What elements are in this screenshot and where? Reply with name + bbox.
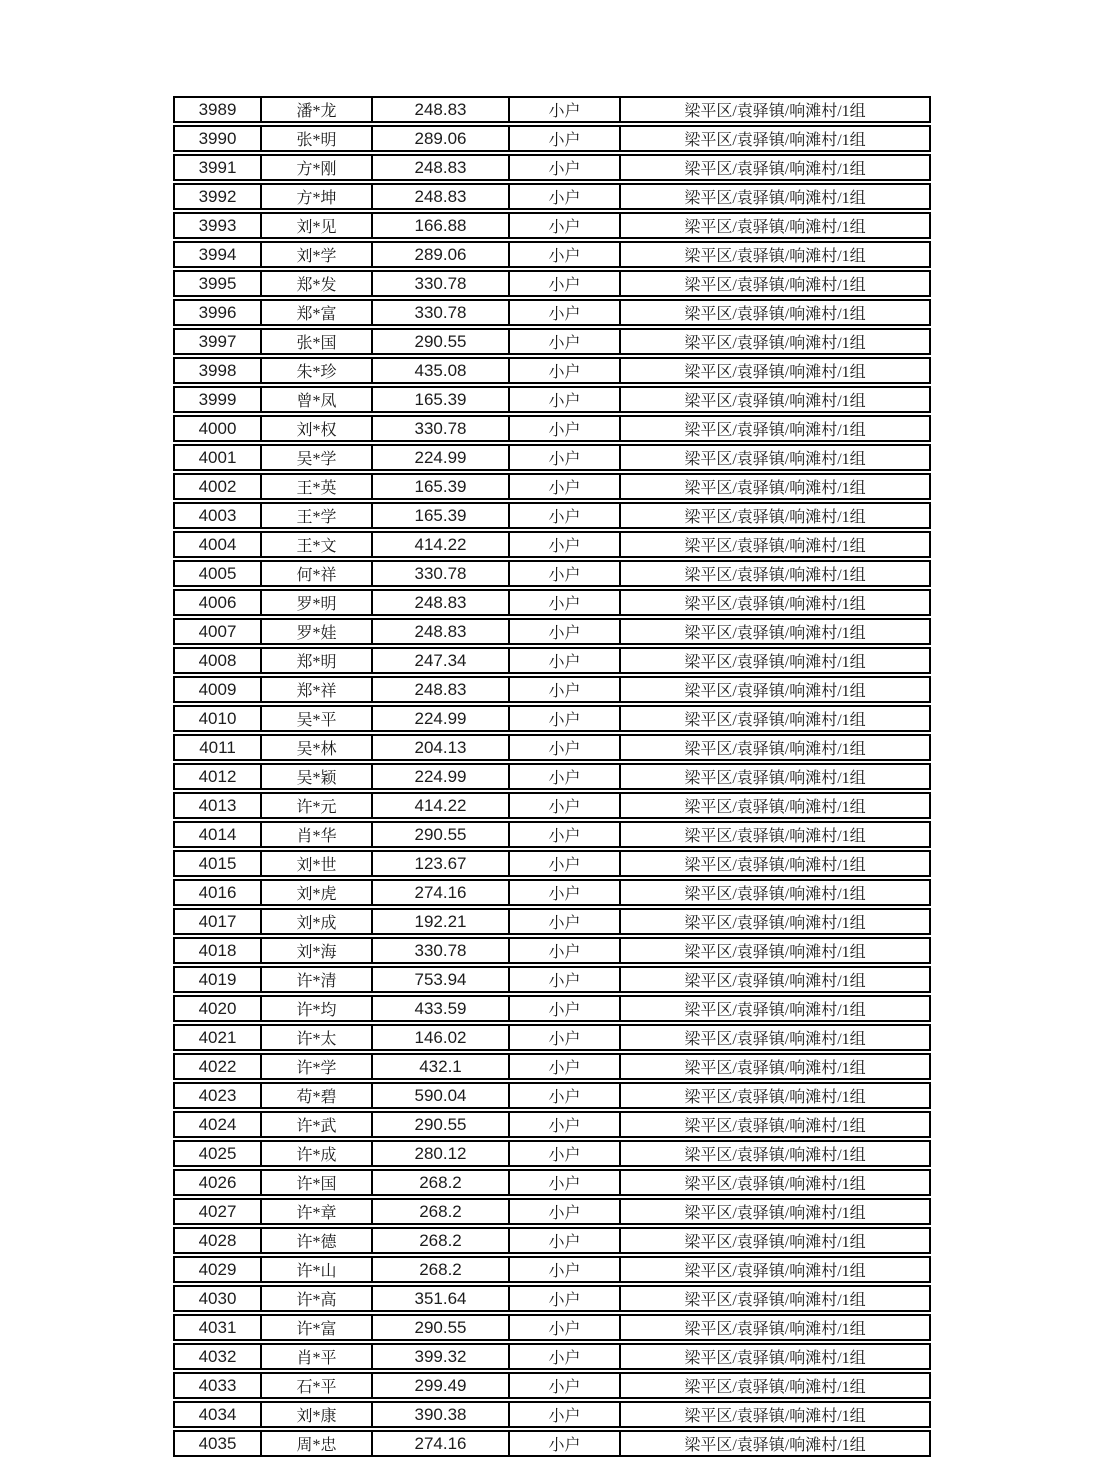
cell-serial: 4016 <box>173 879 262 906</box>
cell-name: 曾*凤 <box>262 386 373 413</box>
cell-address: 梁平区/袁驿镇/响滩村/1组 <box>621 1024 931 1051</box>
cell-address: 梁平区/袁驿镇/响滩村/1组 <box>621 589 931 616</box>
cell-address: 梁平区/袁驿镇/响滩村/1组 <box>621 1169 931 1196</box>
cell-name: 郑*富 <box>262 299 373 326</box>
cell-address: 梁平区/袁驿镇/响滩村/1组 <box>621 1111 931 1138</box>
cell-serial: 4003 <box>173 502 262 529</box>
cell-serial: 4034 <box>173 1401 262 1428</box>
cell-amount: 224.99 <box>373 705 510 732</box>
cell-serial: 4014 <box>173 821 262 848</box>
cell-name: 许*学 <box>262 1053 373 1080</box>
table-row <box>173 705 931 732</box>
cell-serial: 4022 <box>173 1053 262 1080</box>
cell-household-type: 小户 <box>510 1256 621 1283</box>
cell-address: 梁平区/袁驿镇/响滩村/1组 <box>621 647 931 674</box>
cell-name: 许*国 <box>262 1169 373 1196</box>
cell-address: 梁平区/袁驿镇/响滩村/1组 <box>621 1343 931 1370</box>
cell-amount: 224.99 <box>373 444 510 471</box>
cell-serial: 4006 <box>173 589 262 616</box>
cell-name: 刘*虎 <box>262 879 373 906</box>
cell-amount: 248.83 <box>373 96 510 123</box>
cell-serial: 3998 <box>173 357 262 384</box>
cell-serial: 4013 <box>173 792 262 819</box>
cell-household-type: 小户 <box>510 618 621 645</box>
cell-household-type: 小户 <box>510 1024 621 1051</box>
cell-name: 刘*学 <box>262 241 373 268</box>
cell-address: 梁平区/袁驿镇/响滩村/1组 <box>621 676 931 703</box>
cell-household-type: 小户 <box>510 792 621 819</box>
cell-address: 梁平区/袁驿镇/响滩村/1组 <box>621 879 931 906</box>
cell-address: 梁平区/袁驿镇/响滩村/1组 <box>621 734 931 761</box>
table-row <box>173 821 931 848</box>
cell-name: 许*山 <box>262 1256 373 1283</box>
cell-amount: 165.39 <box>373 386 510 413</box>
table-row <box>173 1024 931 1051</box>
cell-name: 朱*珍 <box>262 357 373 384</box>
cell-name: 石*平 <box>262 1372 373 1399</box>
cell-household-type: 小户 <box>510 212 621 239</box>
table-row <box>173 937 931 964</box>
cell-amount: 330.78 <box>373 937 510 964</box>
table-row <box>173 444 931 471</box>
cell-serial: 4002 <box>173 473 262 500</box>
cell-name: 许*高 <box>262 1285 373 1312</box>
cell-address: 梁平区/袁驿镇/响滩村/1组 <box>621 1372 931 1399</box>
table-row <box>173 1140 931 1167</box>
table-row <box>173 1082 931 1109</box>
table-row <box>173 1401 931 1428</box>
cell-serial: 3996 <box>173 299 262 326</box>
cell-serial: 3990 <box>173 125 262 152</box>
cell-name: 方*坤 <box>262 183 373 210</box>
cell-name: 王*学 <box>262 502 373 529</box>
cell-household-type: 小户 <box>510 386 621 413</box>
cell-serial: 4001 <box>173 444 262 471</box>
cell-name: 周*忠 <box>262 1430 373 1457</box>
cell-amount: 268.2 <box>373 1169 510 1196</box>
table-row <box>173 183 931 210</box>
cell-serial: 4019 <box>173 966 262 993</box>
cell-amount: 165.39 <box>373 502 510 529</box>
cell-amount: 274.16 <box>373 1430 510 1457</box>
table-row <box>173 357 931 384</box>
cell-address: 梁平区/袁驿镇/响滩村/1组 <box>621 792 931 819</box>
cell-amount: 399.32 <box>373 1343 510 1370</box>
table-row <box>173 1053 931 1080</box>
cell-serial: 3993 <box>173 212 262 239</box>
cell-amount: 290.55 <box>373 328 510 355</box>
table-row <box>173 154 931 181</box>
cell-serial: 4007 <box>173 618 262 645</box>
cell-serial: 3995 <box>173 270 262 297</box>
cell-serial: 4028 <box>173 1227 262 1254</box>
table-row <box>173 386 931 413</box>
table-row <box>173 560 931 587</box>
table-row <box>173 1285 931 1312</box>
cell-name: 罗*明 <box>262 589 373 616</box>
cell-amount: 330.78 <box>373 415 510 442</box>
cell-serial: 3992 <box>173 183 262 210</box>
cell-amount: 753.94 <box>373 966 510 993</box>
cell-address: 梁平区/袁驿镇/响滩村/1组 <box>621 444 931 471</box>
cell-amount: 390.38 <box>373 1401 510 1428</box>
cell-household-type: 小户 <box>510 589 621 616</box>
cell-household-type: 小户 <box>510 299 621 326</box>
cell-amount: 247.34 <box>373 647 510 674</box>
table-row <box>173 473 931 500</box>
cell-name: 刘*康 <box>262 1401 373 1428</box>
cell-name: 许*元 <box>262 792 373 819</box>
subsidy-table <box>173 94 931 1459</box>
cell-household-type: 小户 <box>510 1343 621 1370</box>
cell-household-type: 小户 <box>510 1314 621 1341</box>
cell-serial: 4023 <box>173 1082 262 1109</box>
cell-address: 梁平区/袁驿镇/响滩村/1组 <box>621 386 931 413</box>
table-row <box>173 531 931 558</box>
cell-serial: 4020 <box>173 995 262 1022</box>
cell-name: 许*富 <box>262 1314 373 1341</box>
cell-address: 梁平区/袁驿镇/响滩村/1组 <box>621 995 931 1022</box>
cell-amount: 248.83 <box>373 154 510 181</box>
cell-household-type: 小户 <box>510 502 621 529</box>
cell-amount: 290.55 <box>373 821 510 848</box>
cell-serial: 3991 <box>173 154 262 181</box>
table-row <box>173 763 931 790</box>
table-row <box>173 415 931 442</box>
cell-amount: 299.49 <box>373 1372 510 1399</box>
cell-household-type: 小户 <box>510 879 621 906</box>
cell-household-type: 小户 <box>510 1198 621 1225</box>
cell-serial: 3989 <box>173 96 262 123</box>
cell-household-type: 小户 <box>510 734 621 761</box>
cell-amount: 433.59 <box>373 995 510 1022</box>
cell-address: 梁平区/袁驿镇/响滩村/1组 <box>621 125 931 152</box>
table-row <box>173 1343 931 1370</box>
cell-serial: 4024 <box>173 1111 262 1138</box>
cell-amount: 290.55 <box>373 1314 510 1341</box>
cell-household-type: 小户 <box>510 1169 621 1196</box>
table-row <box>173 299 931 326</box>
cell-address: 梁平区/袁驿镇/响滩村/1组 <box>621 502 931 529</box>
table-row <box>173 241 931 268</box>
cell-name: 郑*发 <box>262 270 373 297</box>
cell-amount: 204.13 <box>373 734 510 761</box>
cell-name: 吴*学 <box>262 444 373 471</box>
cell-serial: 4005 <box>173 560 262 587</box>
cell-serial: 4025 <box>173 1140 262 1167</box>
cell-address: 梁平区/袁驿镇/响滩村/1组 <box>621 96 931 123</box>
table-row <box>173 850 931 877</box>
table-row <box>173 212 931 239</box>
table-row <box>173 995 931 1022</box>
cell-household-type: 小户 <box>510 1082 621 1109</box>
cell-amount: 248.83 <box>373 676 510 703</box>
table-row <box>173 1430 931 1457</box>
cell-household-type: 小户 <box>510 125 621 152</box>
cell-household-type: 小户 <box>510 1372 621 1399</box>
cell-household-type: 小户 <box>510 154 621 181</box>
cell-household-type: 小户 <box>510 908 621 935</box>
cell-amount: 248.83 <box>373 183 510 210</box>
cell-address: 梁平区/袁驿镇/响滩村/1组 <box>621 154 931 181</box>
cell-address: 梁平区/袁驿镇/响滩村/1组 <box>621 299 931 326</box>
cell-amount: 248.83 <box>373 589 510 616</box>
cell-serial: 4009 <box>173 676 262 703</box>
cell-household-type: 小户 <box>510 328 621 355</box>
cell-amount: 290.55 <box>373 1111 510 1138</box>
table-row <box>173 908 931 935</box>
cell-address: 梁平区/袁驿镇/响滩村/1组 <box>621 473 931 500</box>
cell-address: 梁平区/袁驿镇/响滩村/1组 <box>621 1256 931 1283</box>
table-row <box>173 270 931 297</box>
table-row <box>173 792 931 819</box>
cell-amount: 351.64 <box>373 1285 510 1312</box>
cell-household-type: 小户 <box>510 676 621 703</box>
cell-name: 许*德 <box>262 1227 373 1254</box>
cell-household-type: 小户 <box>510 531 621 558</box>
cell-amount: 192.21 <box>373 908 510 935</box>
cell-name: 郑*祥 <box>262 676 373 703</box>
cell-amount: 590.04 <box>373 1082 510 1109</box>
cell-name: 张*国 <box>262 328 373 355</box>
cell-serial: 4035 <box>173 1430 262 1457</box>
cell-address: 梁平区/袁驿镇/响滩村/1组 <box>621 821 931 848</box>
cell-address: 梁平区/袁驿镇/响滩村/1组 <box>621 183 931 210</box>
table-row <box>173 589 931 616</box>
cell-name: 吴*颖 <box>262 763 373 790</box>
cell-amount: 268.2 <box>373 1256 510 1283</box>
cell-name: 吴*林 <box>262 734 373 761</box>
cell-amount: 280.12 <box>373 1140 510 1167</box>
cell-name: 许*太 <box>262 1024 373 1051</box>
cell-address: 梁平区/袁驿镇/响滩村/1组 <box>621 705 931 732</box>
cell-amount: 146.02 <box>373 1024 510 1051</box>
cell-household-type: 小户 <box>510 647 621 674</box>
cell-household-type: 小户 <box>510 1140 621 1167</box>
cell-serial: 4021 <box>173 1024 262 1051</box>
cell-serial: 3997 <box>173 328 262 355</box>
cell-address: 梁平区/袁驿镇/响滩村/1组 <box>621 1401 931 1428</box>
cell-household-type: 小户 <box>510 821 621 848</box>
cell-name: 许*成 <box>262 1140 373 1167</box>
table-row <box>173 328 931 355</box>
cell-household-type: 小户 <box>510 270 621 297</box>
cell-name: 刘*权 <box>262 415 373 442</box>
cell-household-type: 小户 <box>510 560 621 587</box>
cell-serial: 4030 <box>173 1285 262 1312</box>
cell-name: 罗*娃 <box>262 618 373 645</box>
cell-household-type: 小户 <box>510 415 621 442</box>
table-row <box>173 647 931 674</box>
cell-name: 许*清 <box>262 966 373 993</box>
cell-amount: 330.78 <box>373 270 510 297</box>
cell-name: 潘*龙 <box>262 96 373 123</box>
cell-address: 梁平区/袁驿镇/响滩村/1组 <box>621 1227 931 1254</box>
cell-address: 梁平区/袁驿镇/响滩村/1组 <box>621 618 931 645</box>
cell-serial: 4010 <box>173 705 262 732</box>
cell-amount: 432.1 <box>373 1053 510 1080</box>
cell-amount: 224.99 <box>373 763 510 790</box>
cell-address: 梁平区/袁驿镇/响滩村/1组 <box>621 1430 931 1457</box>
cell-address: 梁平区/袁驿镇/响滩村/1组 <box>621 270 931 297</box>
cell-name: 刘*见 <box>262 212 373 239</box>
cell-address: 梁平区/袁驿镇/响滩村/1组 <box>621 1314 931 1341</box>
cell-name: 王*文 <box>262 531 373 558</box>
cell-household-type: 小户 <box>510 763 621 790</box>
table-body <box>173 96 931 1457</box>
cell-address: 梁平区/袁驿镇/响滩村/1组 <box>621 357 931 384</box>
table-row <box>173 676 931 703</box>
cell-address: 梁平区/袁驿镇/响滩村/1组 <box>621 1053 931 1080</box>
cell-serial: 4008 <box>173 647 262 674</box>
table-row <box>173 1372 931 1399</box>
cell-household-type: 小户 <box>510 937 621 964</box>
table-row <box>173 502 931 529</box>
cell-serial: 3999 <box>173 386 262 413</box>
cell-name: 苟*碧 <box>262 1082 373 1109</box>
cell-name: 吴*平 <box>262 705 373 732</box>
cell-serial: 4029 <box>173 1256 262 1283</box>
cell-amount: 330.78 <box>373 299 510 326</box>
cell-serial: 4027 <box>173 1198 262 1225</box>
cell-address: 梁平区/袁驿镇/响滩村/1组 <box>621 328 931 355</box>
cell-household-type: 小户 <box>510 473 621 500</box>
cell-household-type: 小户 <box>510 850 621 877</box>
cell-name: 肖*平 <box>262 1343 373 1370</box>
cell-serial: 4033 <box>173 1372 262 1399</box>
cell-serial: 4026 <box>173 1169 262 1196</box>
cell-name: 刘*世 <box>262 850 373 877</box>
cell-serial: 4015 <box>173 850 262 877</box>
cell-amount: 435.08 <box>373 357 510 384</box>
table-row <box>173 125 931 152</box>
table-row <box>173 879 931 906</box>
cell-household-type: 小户 <box>510 1053 621 1080</box>
cell-address: 梁平区/袁驿镇/响滩村/1组 <box>621 241 931 268</box>
cell-household-type: 小户 <box>510 444 621 471</box>
cell-serial: 4018 <box>173 937 262 964</box>
cell-address: 梁平区/袁驿镇/响滩村/1组 <box>621 531 931 558</box>
cell-name: 刘*海 <box>262 937 373 964</box>
cell-serial: 4017 <box>173 908 262 935</box>
cell-amount: 166.88 <box>373 212 510 239</box>
cell-serial: 4004 <box>173 531 262 558</box>
cell-household-type: 小户 <box>510 357 621 384</box>
cell-name: 张*明 <box>262 125 373 152</box>
cell-amount: 165.39 <box>373 473 510 500</box>
cell-address: 梁平区/袁驿镇/响滩村/1组 <box>621 850 931 877</box>
table-row <box>173 1314 931 1341</box>
cell-address: 梁平区/袁驿镇/响滩村/1组 <box>621 560 931 587</box>
table-row <box>173 1256 931 1283</box>
cell-name: 刘*成 <box>262 908 373 935</box>
cell-serial: 4031 <box>173 1314 262 1341</box>
table-row <box>173 734 931 761</box>
cell-amount: 123.67 <box>373 850 510 877</box>
cell-address: 梁平区/袁驿镇/响滩村/1组 <box>621 966 931 993</box>
cell-serial: 4000 <box>173 415 262 442</box>
cell-amount: 289.06 <box>373 241 510 268</box>
cell-amount: 414.22 <box>373 531 510 558</box>
cell-address: 梁平区/袁驿镇/响滩村/1组 <box>621 763 931 790</box>
cell-name: 王*英 <box>262 473 373 500</box>
cell-amount: 268.2 <box>373 1198 510 1225</box>
table-row <box>173 1198 931 1225</box>
cell-household-type: 小户 <box>510 966 621 993</box>
cell-serial: 3994 <box>173 241 262 268</box>
cell-amount: 414.22 <box>373 792 510 819</box>
cell-household-type: 小户 <box>510 1285 621 1312</box>
table-row <box>173 1169 931 1196</box>
cell-serial: 4011 <box>173 734 262 761</box>
cell-serial: 4012 <box>173 763 262 790</box>
cell-household-type: 小户 <box>510 705 621 732</box>
cell-household-type: 小户 <box>510 1111 621 1138</box>
cell-household-type: 小户 <box>510 241 621 268</box>
cell-name: 许*均 <box>262 995 373 1022</box>
cell-household-type: 小户 <box>510 183 621 210</box>
cell-amount: 248.83 <box>373 618 510 645</box>
cell-amount: 289.06 <box>373 125 510 152</box>
cell-household-type: 小户 <box>510 1227 621 1254</box>
cell-amount: 274.16 <box>373 879 510 906</box>
table-row <box>173 1111 931 1138</box>
cell-serial: 4032 <box>173 1343 262 1370</box>
cell-amount: 268.2 <box>373 1227 510 1254</box>
table-row <box>173 96 931 123</box>
cell-name: 郑*明 <box>262 647 373 674</box>
cell-address: 梁平区/袁驿镇/响滩村/1组 <box>621 908 931 935</box>
cell-household-type: 小户 <box>510 96 621 123</box>
table-row <box>173 618 931 645</box>
table-row <box>173 1227 931 1254</box>
cell-address: 梁平区/袁驿镇/响滩村/1组 <box>621 1140 931 1167</box>
cell-address: 梁平区/袁驿镇/响滩村/1组 <box>621 937 931 964</box>
cell-household-type: 小户 <box>510 995 621 1022</box>
cell-address: 梁平区/袁驿镇/响滩村/1组 <box>621 1082 931 1109</box>
cell-name: 许*武 <box>262 1111 373 1138</box>
cell-household-type: 小户 <box>510 1401 621 1428</box>
cell-address: 梁平区/袁驿镇/响滩村/1组 <box>621 1285 931 1312</box>
cell-address: 梁平区/袁驿镇/响滩村/1组 <box>621 1198 931 1225</box>
cell-name: 许*章 <box>262 1198 373 1225</box>
cell-household-type: 小户 <box>510 1430 621 1457</box>
cell-amount: 330.78 <box>373 560 510 587</box>
cell-name: 方*刚 <box>262 154 373 181</box>
cell-name: 肖*华 <box>262 821 373 848</box>
cell-address: 梁平区/袁驿镇/响滩村/1组 <box>621 212 931 239</box>
table-row <box>173 966 931 993</box>
cell-name: 何*祥 <box>262 560 373 587</box>
cell-address: 梁平区/袁驿镇/响滩村/1组 <box>621 415 931 442</box>
